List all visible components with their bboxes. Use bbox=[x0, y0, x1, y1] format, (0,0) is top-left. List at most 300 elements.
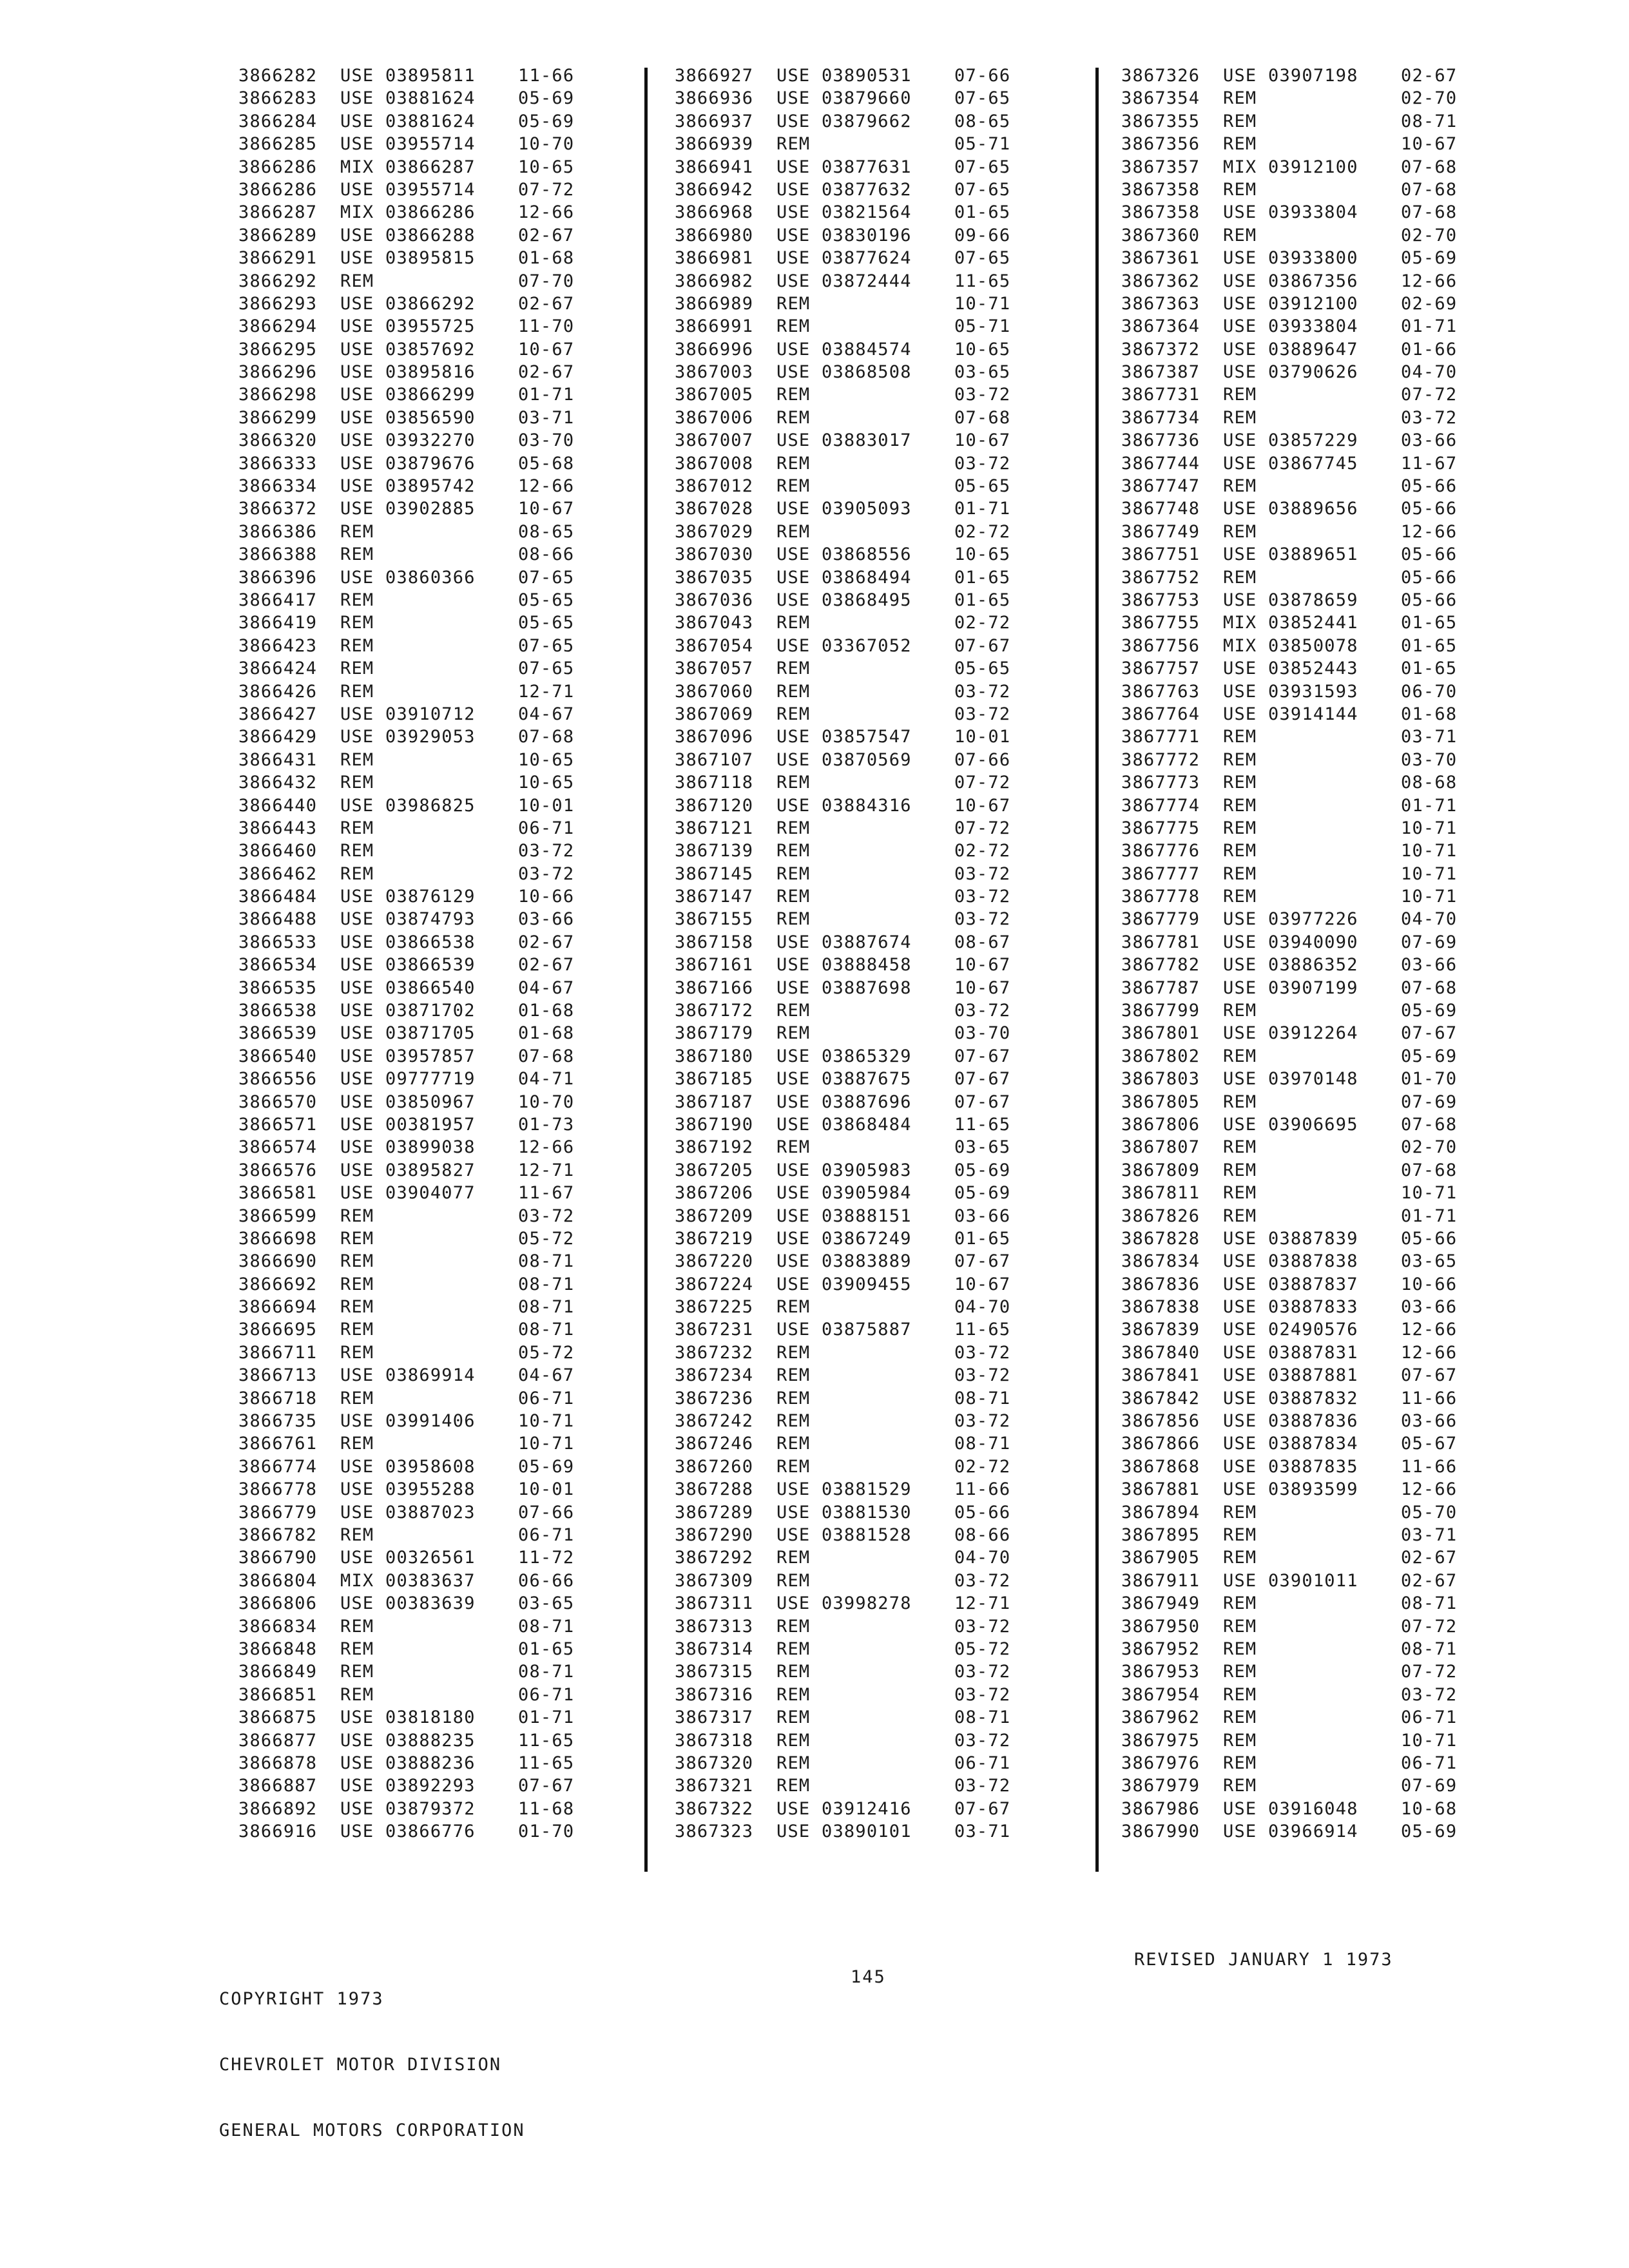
part-number: 3866429 bbox=[238, 727, 318, 747]
replacement-number: 03958608 bbox=[385, 1456, 476, 1477]
effective-date: 08-68 bbox=[1401, 773, 1458, 793]
part-entry bbox=[1121, 224, 1559, 247]
action-code: USE bbox=[340, 1069, 374, 1090]
effective-date: 05-72 bbox=[518, 1228, 575, 1249]
action-code: REM bbox=[1223, 385, 1257, 405]
part-number: 3866804 bbox=[238, 1570, 318, 1591]
part-entry bbox=[675, 1638, 1113, 1660]
effective-date: 06-71 bbox=[954, 1753, 1011, 1773]
action-code: REM bbox=[340, 1616, 374, 1637]
action-code: REM bbox=[776, 1570, 811, 1591]
part-number: 3867809 bbox=[1121, 1160, 1200, 1180]
part-entry bbox=[675, 475, 1113, 497]
action-code: USE bbox=[340, 453, 374, 474]
part-number: 3867290 bbox=[675, 1525, 754, 1545]
effective-date: 09-66 bbox=[954, 225, 1011, 245]
effective-date: 05-66 bbox=[1401, 1228, 1458, 1249]
action-code: USE bbox=[776, 111, 811, 131]
part-entry bbox=[238, 1273, 677, 1296]
action-code: USE bbox=[340, 293, 374, 314]
replacement-number: 03912100 bbox=[1268, 293, 1358, 314]
part-number: 3867316 bbox=[675, 1684, 754, 1705]
replacement-number: 00383639 bbox=[385, 1593, 476, 1614]
part-entry bbox=[238, 931, 677, 954]
effective-date: 10-71 bbox=[954, 293, 1011, 314]
part-entry bbox=[238, 1068, 677, 1090]
replacement-number: 03895811 bbox=[385, 66, 476, 86]
part-number: 3866711 bbox=[238, 1342, 318, 1363]
part-number: 3866849 bbox=[238, 1662, 318, 1682]
effective-date: 01-73 bbox=[518, 1114, 575, 1135]
part-entry bbox=[238, 1250, 677, 1273]
part-entry bbox=[1121, 1638, 1559, 1660]
replacement-number: 03910712 bbox=[385, 704, 476, 724]
replacement-number: 03905093 bbox=[822, 499, 912, 519]
effective-date: 10-67 bbox=[954, 977, 1011, 998]
action-code: REM bbox=[776, 1023, 811, 1044]
part-entry bbox=[675, 589, 1113, 611]
part-entry bbox=[675, 1592, 1113, 1615]
effective-date: 03-71 bbox=[518, 407, 575, 428]
part-number: 3867803 bbox=[1121, 1069, 1200, 1090]
part-entry bbox=[238, 1729, 677, 1752]
part-entry bbox=[675, 156, 1113, 178]
part-number: 3866576 bbox=[238, 1160, 318, 1180]
part-entry bbox=[1121, 794, 1559, 817]
effective-date: 07-66 bbox=[954, 66, 1011, 86]
effective-date: 05-69 bbox=[1401, 1001, 1458, 1021]
action-code: REM bbox=[340, 1639, 374, 1659]
action-code: REM bbox=[776, 1001, 811, 1021]
effective-date: 07-68 bbox=[954, 407, 1011, 428]
part-entry bbox=[675, 452, 1113, 475]
part-entry bbox=[675, 657, 1113, 680]
replacement-number: 03852441 bbox=[1268, 613, 1358, 633]
part-number: 3866779 bbox=[238, 1502, 318, 1523]
part-entry bbox=[675, 999, 1113, 1022]
part-number: 3867028 bbox=[675, 499, 754, 519]
action-code: USE bbox=[340, 385, 374, 405]
action-code: USE bbox=[340, 1001, 374, 1021]
action-code: USE bbox=[1223, 658, 1257, 679]
part-number: 3866535 bbox=[238, 977, 318, 998]
replacement-number: 03970148 bbox=[1268, 1069, 1358, 1090]
replacement-number: 03830196 bbox=[822, 225, 912, 245]
effective-date: 01-65 bbox=[1401, 658, 1458, 679]
effective-date: 03-72 bbox=[954, 887, 1011, 907]
action-code: REM bbox=[776, 1342, 811, 1363]
action-code: REM bbox=[340, 1662, 374, 1682]
part-number: 3866941 bbox=[675, 157, 754, 177]
effective-date: 10-67 bbox=[1401, 134, 1458, 155]
part-number: 3866996 bbox=[675, 339, 754, 360]
action-code: REM bbox=[776, 909, 811, 930]
part-number: 3866291 bbox=[238, 248, 318, 269]
replacement-number: 03868556 bbox=[822, 544, 912, 565]
action-code: USE bbox=[340, 704, 374, 724]
part-number: 3867778 bbox=[1121, 887, 1200, 907]
effective-date: 03-72 bbox=[954, 1616, 1011, 1637]
part-entry bbox=[675, 1478, 1113, 1501]
effective-date: 10-70 bbox=[518, 1091, 575, 1112]
action-code: USE bbox=[776, 1069, 811, 1090]
part-entry bbox=[238, 315, 677, 338]
part-number: 3867030 bbox=[675, 544, 754, 565]
replacement-number: 03887023 bbox=[385, 1502, 476, 1523]
part-number: 3866431 bbox=[238, 749, 318, 770]
part-number: 3867751 bbox=[1121, 544, 1200, 565]
replacement-number: 03874793 bbox=[385, 909, 476, 930]
part-entry bbox=[675, 611, 1113, 634]
effective-date: 01-71 bbox=[518, 385, 575, 405]
part-number: 3867311 bbox=[675, 1593, 754, 1614]
part-entry bbox=[1121, 1364, 1559, 1387]
effective-date: 03-72 bbox=[954, 1365, 1011, 1386]
replacement-number: 03868484 bbox=[822, 1114, 912, 1135]
action-code: MIX bbox=[340, 1570, 374, 1591]
effective-date: 12-66 bbox=[1401, 521, 1458, 542]
part-entry bbox=[675, 201, 1113, 224]
effective-date: 01-71 bbox=[518, 1707, 575, 1728]
replacement-number: 03886352 bbox=[1268, 955, 1358, 975]
part-entry bbox=[675, 315, 1113, 338]
part-entry bbox=[238, 1410, 677, 1432]
effective-date: 08-71 bbox=[518, 1616, 575, 1637]
part-number: 3867145 bbox=[675, 863, 754, 884]
part-number: 3867069 bbox=[675, 704, 754, 724]
effective-date: 01-70 bbox=[518, 1821, 575, 1842]
action-code: REM bbox=[1223, 727, 1257, 747]
effective-date: 05-69 bbox=[954, 1183, 1011, 1204]
effective-date: 11-66 bbox=[1401, 1388, 1458, 1408]
action-code: REM bbox=[340, 1206, 374, 1226]
part-number: 3866774 bbox=[238, 1456, 318, 1477]
action-code: REM bbox=[776, 887, 811, 907]
part-entry bbox=[238, 1478, 677, 1501]
action-code: USE bbox=[340, 955, 374, 975]
effective-date: 10-71 bbox=[1401, 841, 1458, 861]
action-code: REM bbox=[776, 1662, 811, 1682]
action-code: REM bbox=[340, 1342, 374, 1363]
part-entry bbox=[1121, 383, 1559, 406]
part-number: 3866396 bbox=[238, 567, 318, 588]
effective-date: 02-67 bbox=[1401, 1570, 1458, 1591]
part-number: 3866692 bbox=[238, 1274, 318, 1294]
part-entry bbox=[238, 726, 677, 748]
part-entry bbox=[1121, 1341, 1559, 1364]
part-entry bbox=[1121, 817, 1559, 840]
part-number: 3867289 bbox=[675, 1502, 754, 1523]
action-code: USE bbox=[776, 749, 811, 770]
effective-date: 10-67 bbox=[954, 1274, 1011, 1294]
effective-date: 03-71 bbox=[1401, 727, 1458, 747]
part-entry bbox=[238, 1432, 677, 1455]
part-entry bbox=[238, 64, 677, 87]
part-number: 3867224 bbox=[675, 1274, 754, 1294]
replacement-number: 03912100 bbox=[1268, 157, 1358, 177]
replacement-number: 03906695 bbox=[1268, 1114, 1358, 1135]
effective-date: 03-72 bbox=[954, 863, 1011, 884]
replacement-number: 03870569 bbox=[822, 749, 912, 770]
action-code: REM bbox=[340, 749, 374, 770]
effective-date: 08-66 bbox=[954, 1525, 1011, 1545]
part-entry bbox=[238, 87, 677, 110]
part-entry bbox=[1121, 680, 1559, 703]
action-code: REM bbox=[776, 1434, 811, 1454]
effective-date: 10-67 bbox=[518, 339, 575, 360]
part-number: 3867166 bbox=[675, 977, 754, 998]
part-entry bbox=[675, 931, 1113, 954]
replacement-number: 03866292 bbox=[385, 293, 476, 314]
action-code: USE bbox=[1223, 430, 1257, 451]
part-number: 3867774 bbox=[1121, 795, 1200, 816]
action-code: REM bbox=[1223, 1525, 1257, 1545]
effective-date: 03-65 bbox=[954, 1137, 1011, 1158]
part-entry bbox=[1121, 156, 1559, 178]
part-entry bbox=[238, 1113, 677, 1136]
action-code: USE bbox=[1223, 1342, 1257, 1363]
action-code: REM bbox=[1223, 111, 1257, 131]
replacement-number: 03998278 bbox=[822, 1593, 912, 1614]
action-code: USE bbox=[776, 1320, 811, 1340]
part-entry bbox=[238, 543, 677, 566]
effective-date: 07-66 bbox=[954, 749, 1011, 770]
replacement-number: 03883889 bbox=[822, 1251, 912, 1272]
replacement-number: 03818180 bbox=[385, 1707, 476, 1728]
replacement-number: 03893599 bbox=[1268, 1479, 1358, 1500]
action-code: USE bbox=[340, 1776, 374, 1796]
action-code: REM bbox=[1223, 1753, 1257, 1773]
part-number: 3866936 bbox=[675, 88, 754, 109]
part-entry bbox=[1121, 1205, 1559, 1227]
replacement-number: 03866540 bbox=[385, 977, 476, 998]
footer-publisher bbox=[219, 1945, 525, 2186]
part-number: 3866982 bbox=[675, 271, 754, 291]
part-number: 3867895 bbox=[1121, 1525, 1200, 1545]
effective-date: 04-67 bbox=[518, 1365, 575, 1386]
action-code: USE bbox=[776, 499, 811, 519]
part-entry bbox=[238, 452, 677, 475]
replacement-number: 03887836 bbox=[1268, 1411, 1358, 1432]
replacement-number: 03875887 bbox=[822, 1320, 912, 1340]
part-entry bbox=[1121, 657, 1559, 680]
part-entry bbox=[675, 1273, 1113, 1296]
revision-date: REVISED JANUARY 1 1973 bbox=[1134, 1950, 1393, 1970]
effective-date: 05-66 bbox=[1401, 544, 1458, 565]
action-code: REM bbox=[776, 1684, 811, 1705]
part-entry bbox=[675, 1205, 1113, 1227]
part-entry bbox=[238, 817, 677, 840]
action-code: REM bbox=[776, 863, 811, 884]
part-entry bbox=[238, 863, 677, 885]
part-number: 3867205 bbox=[675, 1160, 754, 1180]
effective-date: 05-66 bbox=[1401, 590, 1458, 610]
part-number: 3867322 bbox=[675, 1798, 754, 1819]
replacement-number: 03914144 bbox=[1268, 704, 1358, 724]
action-code: REM bbox=[340, 613, 374, 633]
part-number: 3867362 bbox=[1121, 271, 1200, 291]
part-number: 3867975 bbox=[1121, 1730, 1200, 1751]
action-code: USE bbox=[776, 1160, 811, 1180]
effective-date: 10-65 bbox=[954, 339, 1011, 360]
action-code: REM bbox=[776, 1365, 811, 1386]
part-entry bbox=[675, 1387, 1113, 1410]
part-number: 3867757 bbox=[1121, 658, 1200, 679]
action-code: REM bbox=[776, 681, 811, 702]
replacement-number: 03887834 bbox=[1268, 1434, 1358, 1454]
action-code: USE bbox=[340, 1730, 374, 1751]
part-number: 3867838 bbox=[1121, 1297, 1200, 1318]
effective-date: 04-71 bbox=[518, 1069, 575, 1090]
action-code: REM bbox=[1223, 134, 1257, 155]
effective-date: 08-71 bbox=[954, 1707, 1011, 1728]
effective-date: 01-68 bbox=[518, 1023, 575, 1044]
replacement-number: 03887835 bbox=[1268, 1456, 1358, 1477]
action-code: USE bbox=[776, 179, 811, 200]
replacement-number: 03887675 bbox=[822, 1069, 912, 1090]
part-entry bbox=[675, 1546, 1113, 1569]
action-code: USE bbox=[1223, 1479, 1257, 1500]
part-number: 3866334 bbox=[238, 476, 318, 497]
action-code: REM bbox=[1223, 818, 1257, 838]
effective-date: 05-69 bbox=[1401, 1046, 1458, 1066]
part-entry bbox=[238, 1296, 677, 1318]
effective-date: 07-67 bbox=[954, 635, 1011, 656]
part-number: 3867805 bbox=[1121, 1091, 1200, 1112]
action-code: USE bbox=[776, 1593, 811, 1614]
replacement-number: 03881624 bbox=[385, 88, 476, 109]
action-code: REM bbox=[776, 1297, 811, 1318]
effective-date: 10-71 bbox=[1401, 1730, 1458, 1751]
replacement-number: 03933800 bbox=[1268, 248, 1358, 269]
action-code: REM bbox=[340, 863, 374, 884]
action-code: REM bbox=[340, 1274, 374, 1294]
part-entry bbox=[675, 497, 1113, 520]
action-code: USE bbox=[776, 1228, 811, 1249]
effective-date: 02-70 bbox=[1401, 88, 1458, 109]
part-number: 3866293 bbox=[238, 293, 318, 314]
part-number: 3866690 bbox=[238, 1251, 318, 1272]
replacement-number: 03901011 bbox=[1268, 1570, 1358, 1591]
effective-date: 04-70 bbox=[954, 1548, 1011, 1568]
part-entry bbox=[238, 1205, 677, 1227]
action-code: REM bbox=[1223, 1730, 1257, 1751]
action-code: USE bbox=[340, 407, 374, 428]
action-code: USE bbox=[776, 66, 811, 86]
action-code: USE bbox=[1223, 1821, 1257, 1842]
action-code: USE bbox=[776, 1183, 811, 1204]
action-code: REM bbox=[1223, 1662, 1257, 1682]
part-entry bbox=[1121, 1774, 1559, 1797]
effective-date: 10-68 bbox=[1401, 1798, 1458, 1819]
replacement-number: 03883017 bbox=[822, 430, 912, 451]
part-number: 3867856 bbox=[1121, 1411, 1200, 1432]
effective-date: 07-65 bbox=[954, 248, 1011, 269]
effective-date: 02-67 bbox=[1401, 1548, 1458, 1568]
effective-date: 08-67 bbox=[954, 932, 1011, 952]
part-entry bbox=[1121, 885, 1559, 908]
effective-date: 01-65 bbox=[954, 202, 1011, 223]
part-number: 3866556 bbox=[238, 1069, 318, 1090]
action-code: USE bbox=[340, 66, 374, 86]
part-number: 3867192 bbox=[675, 1137, 754, 1158]
part-entry bbox=[238, 794, 677, 817]
effective-date: 03-72 bbox=[954, 1684, 1011, 1705]
action-code: USE bbox=[1223, 202, 1257, 223]
effective-date: 10-70 bbox=[518, 134, 575, 155]
part-number: 3866790 bbox=[238, 1548, 318, 1568]
part-entry bbox=[1121, 1592, 1559, 1615]
replacement-number: 03892293 bbox=[385, 1776, 476, 1796]
effective-date: 05-70 bbox=[1401, 1502, 1458, 1523]
action-code: USE bbox=[340, 1548, 374, 1568]
action-code: USE bbox=[1223, 1069, 1257, 1090]
part-entry bbox=[238, 1091, 677, 1113]
action-code: REM bbox=[1223, 179, 1257, 200]
part-entry bbox=[1121, 1410, 1559, 1432]
action-code: REM bbox=[776, 1548, 811, 1568]
replacement-number: 03931593 bbox=[1268, 681, 1358, 702]
replacement-number: 03866538 bbox=[385, 932, 476, 952]
effective-date: 12-71 bbox=[518, 681, 575, 702]
part-entry bbox=[675, 407, 1113, 429]
action-code: USE bbox=[340, 179, 374, 200]
action-code: USE bbox=[340, 887, 374, 907]
action-code: USE bbox=[1223, 932, 1257, 952]
action-code: USE bbox=[776, 727, 811, 747]
replacement-number: 03888235 bbox=[385, 1730, 476, 1751]
part-entry bbox=[238, 680, 677, 703]
effective-date: 08-71 bbox=[1401, 1593, 1458, 1614]
replacement-number: 03955288 bbox=[385, 1479, 476, 1500]
replacement-number: 03955714 bbox=[385, 179, 476, 200]
part-entry bbox=[238, 977, 677, 999]
part-entry bbox=[1121, 749, 1559, 771]
effective-date: 07-65 bbox=[518, 658, 575, 679]
action-code: USE bbox=[1223, 544, 1257, 565]
part-entry bbox=[1121, 863, 1559, 885]
part-number: 3866294 bbox=[238, 316, 318, 337]
effective-date: 03-72 bbox=[954, 681, 1011, 702]
effective-date: 03-71 bbox=[954, 1821, 1011, 1842]
part-number: 3866299 bbox=[238, 407, 318, 428]
part-entry bbox=[1121, 110, 1559, 133]
part-entry bbox=[238, 703, 677, 726]
action-code: USE bbox=[1223, 1297, 1257, 1318]
action-code: REM bbox=[1223, 521, 1257, 542]
effective-date: 07-65 bbox=[954, 88, 1011, 109]
part-number: 3866419 bbox=[238, 613, 318, 633]
action-code: USE bbox=[340, 1821, 374, 1842]
part-entry bbox=[675, 543, 1113, 566]
part-entry bbox=[238, 1456, 677, 1478]
replacement-number: 03889651 bbox=[1268, 544, 1358, 565]
action-code: USE bbox=[340, 1479, 374, 1500]
part-entry bbox=[675, 1660, 1113, 1683]
part-entry bbox=[238, 521, 677, 543]
replacement-number: 09777719 bbox=[385, 1069, 476, 1090]
part-number: 3867234 bbox=[675, 1365, 754, 1386]
action-code: USE bbox=[340, 1160, 374, 1180]
action-code: REM bbox=[340, 681, 374, 702]
replacement-number: 03895815 bbox=[385, 248, 476, 269]
effective-date: 04-70 bbox=[1401, 909, 1458, 930]
effective-date: 07-72 bbox=[954, 818, 1011, 838]
effective-date: 03-66 bbox=[1401, 430, 1458, 451]
part-number: 3866287 bbox=[238, 202, 318, 223]
effective-date: 04-70 bbox=[954, 1297, 1011, 1318]
action-code: USE bbox=[776, 339, 811, 360]
